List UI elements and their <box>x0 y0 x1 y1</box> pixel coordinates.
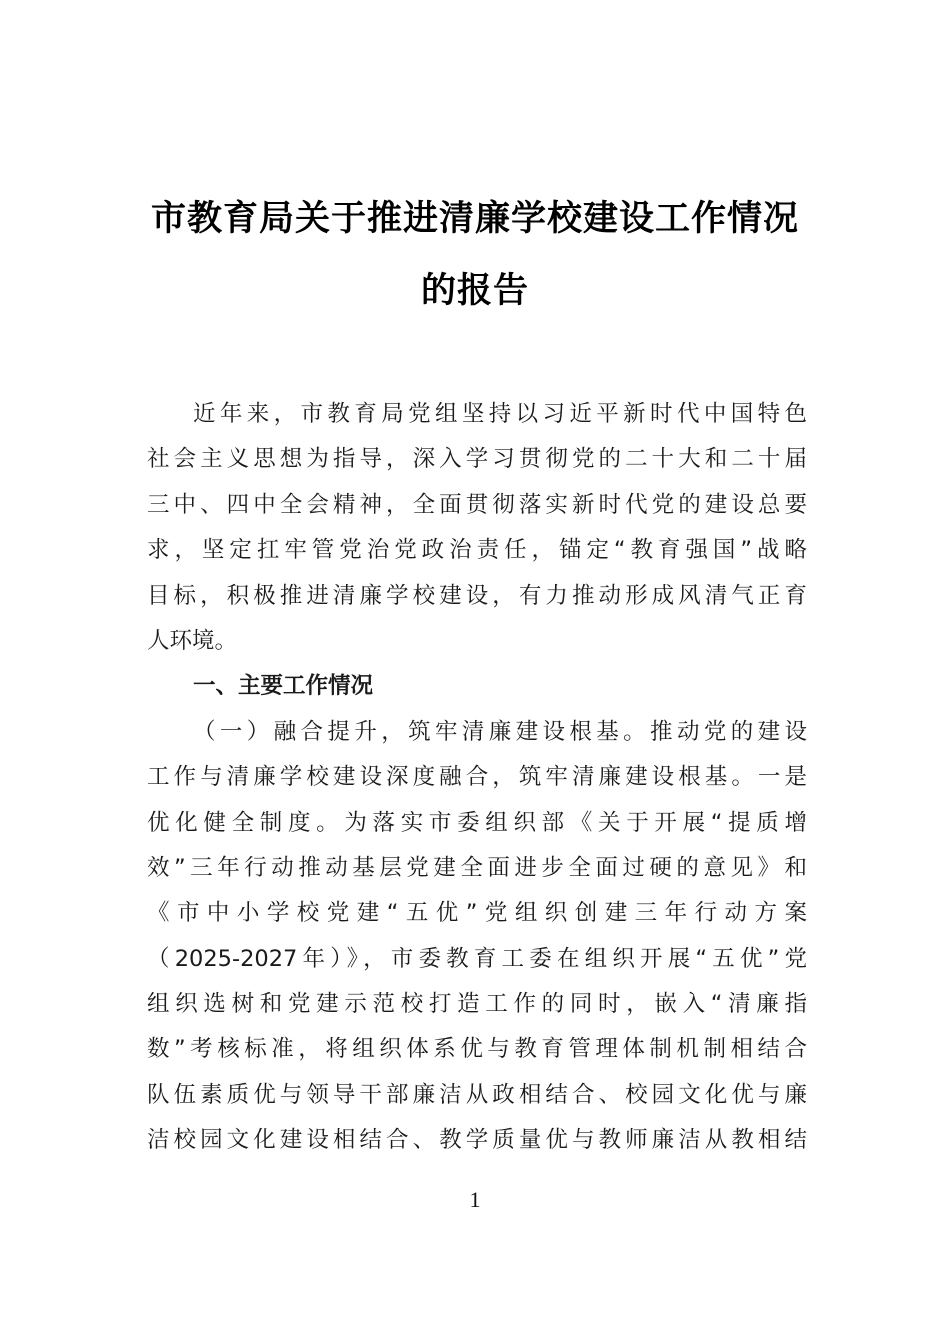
document-title-line-1: 市教育局关于推进清廉学校建设工作情况 <box>150 198 799 239</box>
body-line: 数”考核标准，将组织体系优与教育管理体制机制相结合 <box>147 1036 807 1063</box>
body-line: （2025-2027年）》，市委教育工委在组织开展“五优”党 <box>147 945 807 972</box>
document-title-line-2: 的报告 <box>420 270 529 311</box>
body-line: 效”三年行动推动基层党建全面进步全面过硬的意见》和 <box>147 854 807 881</box>
body-line: 目标，积极推进清廉学校建设，有力推动形成风清气正育 <box>147 582 807 609</box>
body-line: （一）融合提升，筑牢清廉建设根基。推动党的建设 <box>193 718 807 745</box>
body-line: 人环境。 <box>147 627 238 654</box>
body-line: 求，坚定扛牢管党治党政治责任，锚定“教育强国”战略 <box>147 537 807 564</box>
body-line: 《市中小学校党建“五优”党组织创建三年行动方案 <box>147 900 807 927</box>
page-number: 1 <box>469 1187 481 1212</box>
body-line: 队伍素质优与领导干部廉洁从政相结合、校园文化优与廉 <box>147 1081 807 1108</box>
body-line: 工作与清廉学校建设深度融合，筑牢清廉建设根基。一是 <box>147 764 807 791</box>
body-line: 组织选树和党建示范校打造工作的同时，嵌入“清廉指 <box>147 991 807 1018</box>
section-heading: 一、主要工作情况 <box>193 673 374 700</box>
body-line: 三中、四中全会精神，全面贯彻落实新时代党的建设总要 <box>147 491 807 518</box>
body-line: 社会主义思想为指导，深入学习贯彻党的二十大和二十届 <box>147 446 807 473</box>
body-line: 近年来，市教育局党组坚持以习近平新时代中国特色 <box>193 401 807 427</box>
body-line: 洁校园文化建设相结合、教学质量优与教师廉洁从教相结 <box>147 1127 807 1154</box>
document-body <box>147 392 807 1164</box>
body-line: 优化健全制度。为落实市委组织部《关于开展“提质增 <box>147 809 807 836</box>
